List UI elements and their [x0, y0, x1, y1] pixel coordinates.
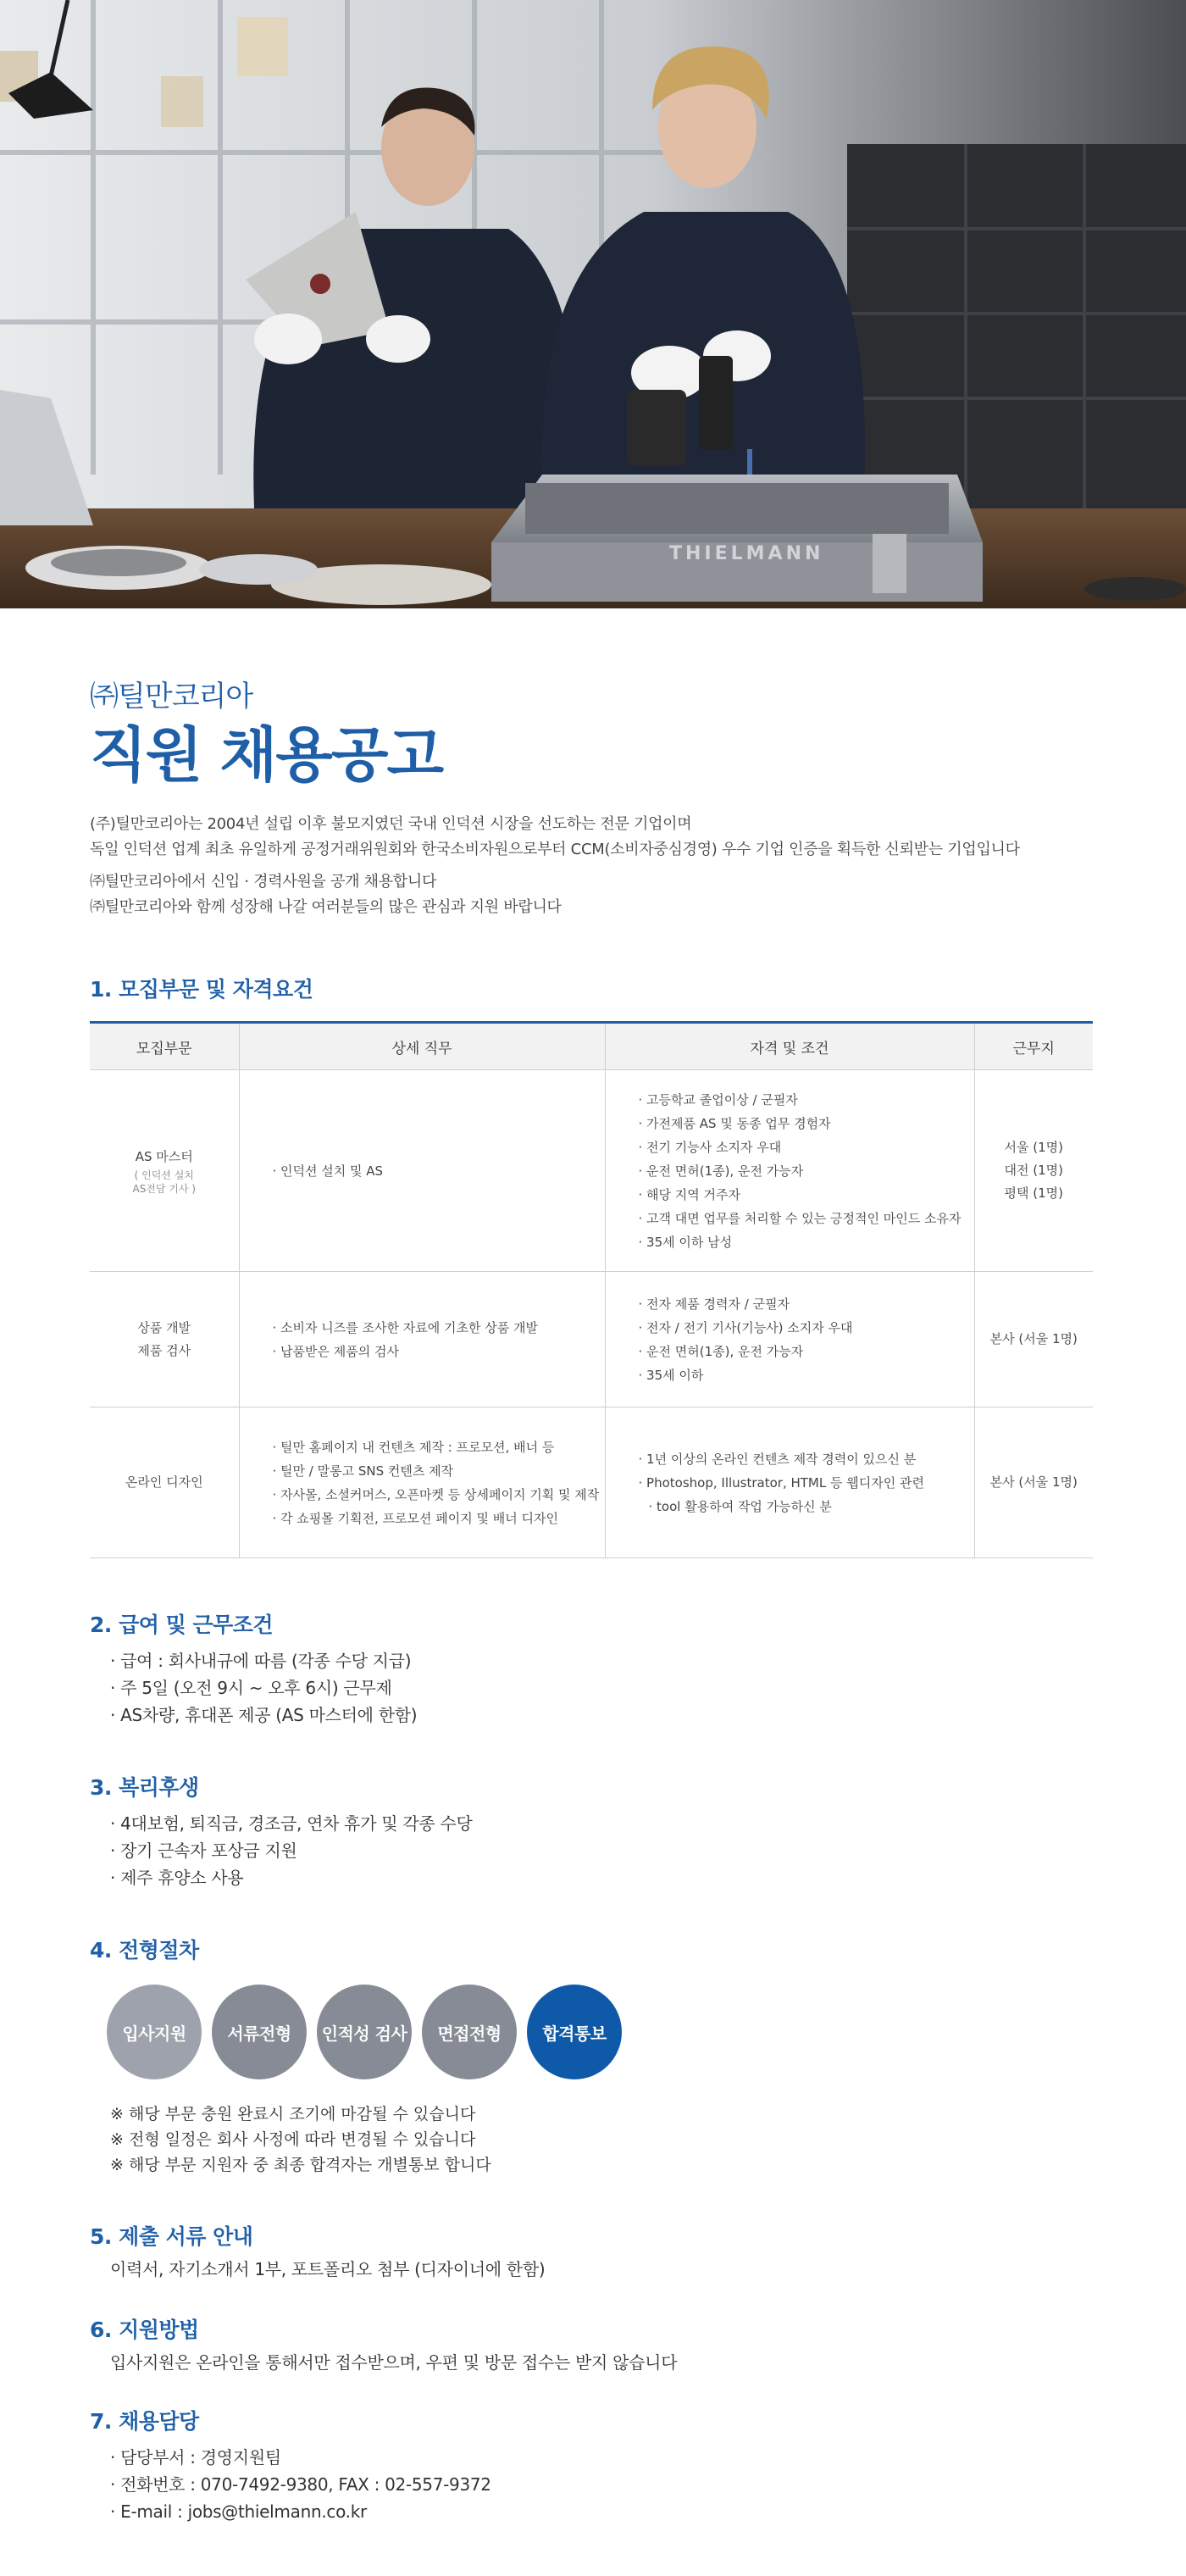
table-header: 근무지 — [974, 1023, 1093, 1070]
duties-cell — [239, 1272, 605, 1407]
dept-name: 제품 검사 — [137, 1342, 191, 1358]
qual-item: · Photoshop, Illustrator, HTML 등 웹디자인 관련 — [639, 1471, 973, 1495]
intro-line: ㈜틸만코리아와 함께 성장해 나갈 여러분들의 많은 관심과 지원 바랍니다 — [90, 898, 562, 916]
list-item: · 급여 : 회사내규에 따름 (각종 수당 지급) — [110, 1647, 417, 1674]
dept-cell — [90, 1070, 239, 1272]
qual-item: · 고객 대면 업무를 처리할 수 있는 긍정적인 마인드 소유자 — [639, 1207, 973, 1230]
table-row — [90, 1070, 1093, 1272]
qual-item: · 운전 면허(1종), 운전 가능자 — [639, 1340, 973, 1363]
section-4-title: 4. 전형절차 — [90, 1938, 199, 1963]
section-2-list — [110, 1647, 417, 1729]
qual-text: tool 활용하여 작업 가능하신 분 — [657, 1498, 832, 1514]
list-item: · 주 5일 (오전 9시 ~ 오후 6시) 근무제 — [110, 1674, 417, 1702]
qual-item: · 전자 제품 경력자 / 군필자 — [639, 1292, 973, 1316]
list-item: · 제주 휴양소 사용 — [110, 1864, 472, 1891]
location-cell — [974, 1272, 1093, 1407]
location-line: 본사 (서울 1명) — [989, 1474, 1078, 1490]
qual-item: · 해당 지역 거주자 — [639, 1183, 973, 1207]
list-item: · 장기 근속자 포상금 지원 — [110, 1837, 472, 1864]
section-3-title: 3. 복리후생 — [90, 1775, 199, 1800]
duty-item: · 자사몰, 소셜커머스, 오픈마켓 등 상세페이지 기획 및 제작 — [273, 1483, 604, 1507]
intro-line: 독일 인덕션 업계 최초 유일하게 공정거래위원회와 한국소비자원으로부터 CCM(소비자중심경영) 우수 기업 인증을 획득한 신뢰받는 기업입니다 — [90, 841, 1020, 858]
process-steps — [107, 1985, 622, 2079]
location-line: 본사 (서울 1명) — [989, 1331, 1078, 1346]
qual-item: · 가전제품 AS 및 동종 업무 경험자 — [639, 1112, 973, 1135]
section-2-title: 2. 급여 및 근무조건 — [90, 1613, 274, 1637]
dept-sub: AS전담 기사 ) — [132, 1183, 196, 1195]
intro-line: (주)틸만코리아는 2004년 설립 이후 불모지였던 국내 인덕션 시장을 선도하는 전문 기업이며 — [90, 815, 692, 833]
recruitment-table — [90, 1021, 1093, 1558]
qual-item: · 1년 이상의 온라인 컨텐츠 제작 경력이 있으신 분 — [639, 1447, 973, 1471]
note-item: ※ 해당 부문 지원자 중 최종 합격자는 개별통보 합니다 — [110, 2152, 491, 2178]
contact-phone: · 전화번호 : 070-7492-9380, FAX : 02-557-9372 — [110, 2471, 491, 2498]
qual-item: · 35세 이하 남성 — [639, 1230, 973, 1254]
list-item: · 4대보험, 퇴직금, 경조금, 연차 휴가 및 각종 수당 — [110, 1810, 472, 1837]
table-header: 모집부문 — [90, 1023, 239, 1070]
step-aptitude-test: 인적성 검사 — [317, 1985, 412, 2079]
process-notes — [110, 2101, 491, 2178]
quals-cell — [605, 1407, 974, 1558]
note-item: ※ 전형 일정은 회사 사정에 따라 변경될 수 있습니다 — [110, 2127, 491, 2152]
qual-item: · 전기 기능사 소지자 우대 — [639, 1135, 973, 1159]
table-header-row — [90, 1023, 1093, 1070]
step-interview: 면접전형 — [422, 1985, 517, 2079]
list-item: · AS차량, 휴대폰 제공 (AS 마스터에 한함) — [110, 1702, 417, 1729]
section-5-title: 5. 제출 서류 안내 — [90, 2224, 253, 2249]
location-cell — [974, 1070, 1093, 1272]
intro-paragraph-1 — [90, 812, 1020, 863]
section-7-list — [110, 2444, 491, 2525]
quals-cell — [605, 1070, 974, 1272]
dept-name: 온라인 디자인 — [125, 1474, 203, 1490]
table-row — [90, 1407, 1093, 1558]
step-final-notice: 합격통보 — [527, 1985, 622, 2079]
section-3-list — [110, 1810, 472, 1891]
duty-item: · 소비자 니즈를 조사한 자료에 기초한 상품 개발 — [273, 1316, 604, 1340]
location-line: 대전 (1명) — [1004, 1163, 1063, 1178]
duty-item: · 틸만 / 말롱고 SNS 컨텐츠 제작 — [273, 1459, 604, 1483]
qual-item: · 35세 이하 — [639, 1363, 973, 1387]
duty-item: · 각 쇼핑몰 기획전, 프로모션 페이지 및 배너 디자인 — [273, 1507, 604, 1530]
dept-cell — [90, 1272, 239, 1407]
section-1-title: 1. 모집부문 및 자격요건 — [90, 977, 313, 1002]
quals-cell — [605, 1272, 974, 1407]
location-line: 서울 (1명) — [1004, 1140, 1063, 1155]
dept-name: 상품 개발 — [137, 1319, 191, 1335]
contact-dept: · 담당부서 : 경영지원팀 — [110, 2444, 491, 2471]
qual-item: · 전자 / 전기 기사(기능사) 소지자 우대 — [639, 1316, 973, 1340]
section-6-text: 입사지원은 온라인을 통해서만 접수받으며, 우편 및 방문 접수는 받지 않습니다 — [110, 2352, 678, 2373]
duties-cell — [239, 1070, 605, 1272]
table-header: 자격 및 조건 — [605, 1023, 974, 1070]
hero-photo — [0, 0, 1186, 608]
contact-email[interactable]: · E-mail : jobs@thielmann.co.kr — [110, 2498, 491, 2525]
hero-brand-label: THIELMANN — [669, 543, 824, 564]
section-7-title: 7. 채용담당 — [90, 2409, 199, 2434]
dept-cell — [90, 1407, 239, 1558]
company-name: ㈜틸만코리아 — [90, 680, 253, 713]
intro-line: ㈜틸만코리아에서 신입 · 경력사원을 공개 채용합니다 — [90, 873, 437, 891]
qual-item: · 운전 면허(1종), 운전 가능자 — [639, 1159, 973, 1183]
qual-item: · 고등학교 졸업이상 / 군필자 — [639, 1088, 973, 1112]
duty-item: · 틸만 홈페이지 내 컨텐츠 제작 : 프로모션, 배너 등 — [273, 1435, 604, 1459]
page-title: 직원 채용공고 — [90, 720, 443, 790]
dept-name: AS 마스터 — [135, 1149, 193, 1164]
table-header: 상세 직무 — [239, 1023, 605, 1070]
section-6-title: 6. 지원방법 — [90, 2318, 199, 2342]
location-line: 평택 (1명) — [1004, 1185, 1063, 1201]
step-apply: 입사지원 — [107, 1985, 202, 2079]
note-item: ※ 해당 부문 충원 완료시 조기에 마감될 수 있습니다 — [110, 2101, 491, 2127]
duty-item: · 인덕션 설치 및 AS — [273, 1159, 604, 1183]
duty-item: · 납품받은 제품의 검사 — [273, 1340, 604, 1363]
section-5-text: 이력서, 자기소개서 1부, 포트폴리오 첨부 (디자이너에 한함) — [110, 2259, 546, 2279]
intro-paragraph-2 — [90, 869, 562, 920]
hero-illustration — [0, 0, 1186, 608]
duties-cell — [239, 1407, 605, 1558]
location-cell — [974, 1407, 1093, 1558]
table-row — [90, 1272, 1093, 1407]
qual-item — [639, 1495, 973, 1518]
dept-sub: ( 인덕션 설치 — [134, 1169, 194, 1181]
step-document-screening: 서류전형 — [212, 1985, 307, 2079]
